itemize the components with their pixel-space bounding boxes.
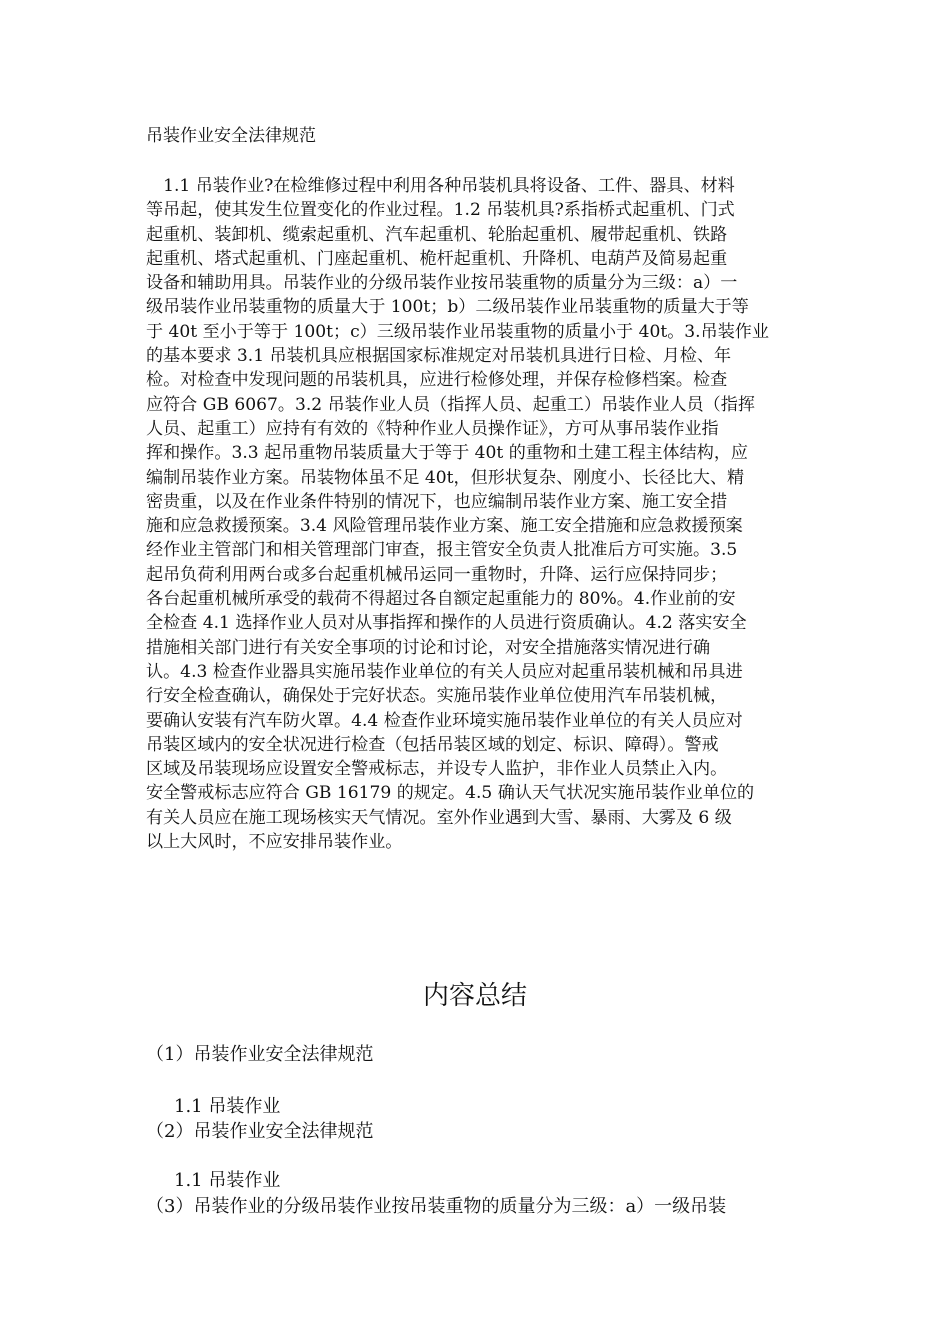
summary-item-1-sub: 1.1 吊装作业 <box>174 1096 281 1117</box>
body-line: 安全警戒标志应符合 GB 16179 的规定。4.5 确认天气状况实施吊装作业单位的 <box>146 783 755 804</box>
summary-heading: 内容总结 <box>422 981 527 1011</box>
body-line: 人员、起重工）应持有有效的《特种作业人员操作证》，方可从事吊装作业指 <box>146 418 719 439</box>
body-line: 编制吊装作业方案。吊装物体虽不足 40t，但形状复杂、刚度小、长径比大、精 <box>146 467 745 488</box>
summary-item-3: （3）吊装作业的分级吊装作业按吊装重物的质量分为三级：a）一级吊装 <box>146 1196 727 1217</box>
body-line: 于 40t 至小于等于 100t；c）三级吊装作业吊装重物的质量小于 40t。3.吊装作业 <box>146 321 769 342</box>
body-line: 起吊负荷利用两台或多台起重机械吊运同一重物时，升降、运行应保持同步； <box>146 564 728 585</box>
body-line: 密贵重，以及在作业条件特别的情况下，也应编制吊装作业方案、施工安全措 <box>146 491 728 512</box>
body-line: 各台起重机械所承受的载荷不得超过各自额定起重能力的 80%。4.作业前的安 <box>146 589 736 610</box>
summary-item-1: （1）吊装作业安全法律规范 <box>146 1044 374 1065</box>
body-line: 挥和操作。3.3 起吊重物吊装质量大于等于 40t 的重物和土建工程主体结构，应 <box>146 443 749 464</box>
body-line: 行安全检查确认，确保处于完好状态。实施吊装作业单位使用汽车吊装机械， <box>146 686 728 707</box>
summary-item-2-sub: 1.1 吊装作业 <box>174 1170 281 1191</box>
body-line: 措施相关部门进行有关安全事项的讨论和讨论，对安全措施落实情况进行确 <box>146 637 711 658</box>
body-line: 检。对检查中发现问题的吊装机具，应进行检修处理，并保存检修档案。检查 <box>146 370 728 391</box>
body-line: 施和应急救援预案。3.4 风险管理吊装作业方案、施工安全措施和应急救援预案 <box>146 516 743 537</box>
body-line: 等吊起，使其发生位置变化的作业过程。1.2 吊装机具?系指桥式起重机、门式 <box>146 200 735 221</box>
document-body <box>146 174 806 854</box>
body-line: 区域及吊装现场应设置安全警戒标志，并设专人监护，非作业人员禁止入内。 <box>146 759 728 780</box>
body-line: 级吊装作业吊装重物的质量大于 100t；b）二级吊装作业吊装重物的质量大于等 <box>146 297 749 318</box>
body-line: 起重机、塔式起重机、门座起重机、桅杆起重机、升降机、电葫芦及简易起重 <box>146 248 728 269</box>
body-line: 应符合 GB 6067。3.2 吊装作业人员（指挥人员、起重工）吊装作业人员（指挥 <box>146 394 755 415</box>
body-line: 经作业主管部门和相关管理部门审查，报主管安全负责人批准后方可实施。3.5 <box>146 540 738 561</box>
body-line: 的基本要求 3.1 吊装机具应根据国家标准规定对吊装机具进行日检、月检、年 <box>146 346 732 367</box>
body-line: 要确认安装有汽车防火罩。4.4 检查作业环境实施吊装作业单位的有关人员应对 <box>146 710 743 731</box>
body-line: 全检查 4.1 选择作业人员对从事指挥和操作的人员进行资质确认。4.2 落实安全 <box>146 613 747 634</box>
body-line: 有关人员应在施工现场核实天气情况。室外作业遇到大雪、暴雨、大雾及 6 级 <box>146 807 732 828</box>
body-line: 设备和辅助用具。吊装作业的分级吊装作业按吊装重物的质量分为三级：a）一 <box>146 273 738 294</box>
body-line: 认。4.3 检查作业器具实施吊装作业单位的有关人员应对起重吊装机械和吊具进 <box>146 661 743 682</box>
body-line: 1.1 吊装作业?在检维修过程中利用各种吊装机具将设备、工件、器具、材料 <box>146 176 735 196</box>
summary-item-2: （2）吊装作业安全法律规范 <box>146 1121 374 1142</box>
body-line: 以上大风时，不应安排吊装作业。 <box>146 832 403 853</box>
body-line: 吊装区域内的安全状况进行检查（包括吊装区域的划定、标识、障碍）。警戒 <box>146 734 719 755</box>
document-title: 吊装作业安全法律规范 <box>146 126 316 146</box>
body-line: 起重机、装卸机、缆索起重机、汽车起重机、轮胎起重机、履带起重机、铁路 <box>146 224 728 245</box>
